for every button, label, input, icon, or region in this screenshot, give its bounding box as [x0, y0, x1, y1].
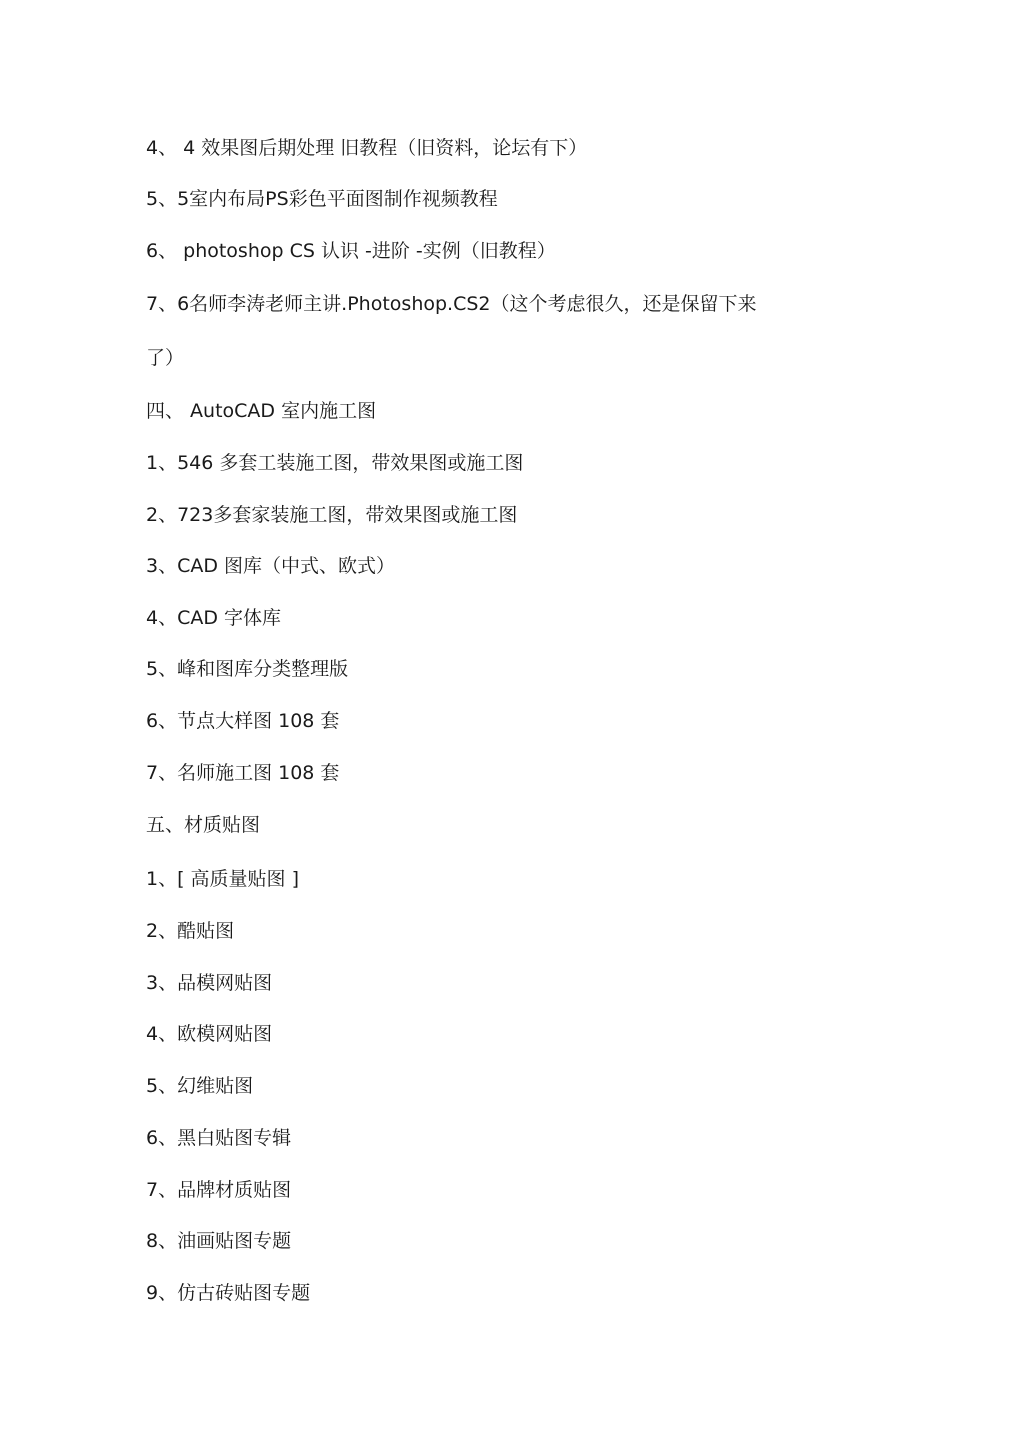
text-line: 7、名师施工图 108 套 [146, 762, 340, 784]
text-line: 1、[ 高质量贴图 ] [146, 868, 299, 890]
text-line: 5、峰和图库分类整理版 [146, 658, 349, 680]
text-line: 9、仿古砖贴图专题 [146, 1282, 311, 1304]
text-line: 7、品牌材质贴图 [146, 1179, 292, 1201]
text-line: 2、723多套家装施工图，带效果图或施工图 [146, 504, 518, 526]
text-line: 1、546 多套工装施工图，带效果图或施工图 [146, 452, 524, 474]
text-line: 6、 photoshop CS 认识 -进阶 -实例（旧教程） [146, 240, 556, 262]
text-line: 4、CAD 字体库 [146, 607, 282, 629]
text-line: 6、节点大样图 108 套 [146, 710, 340, 732]
section-heading: 四、 AutoCAD 室内施工图 [146, 400, 377, 422]
text-line: 5、幻维贴图 [146, 1075, 254, 1097]
text-line: 7、6名师李涛老师主讲.Photoshop.CS2（这个考虑很久，还是保留下来 [146, 293, 757, 315]
text-line: 4、 4 效果图后期处理 旧教程（旧资料，论坛有下） [146, 137, 588, 159]
text-line: 8、油画贴图专题 [146, 1230, 292, 1252]
text-line: 5、5室内布局PS彩色平面图制作视频教程 [146, 188, 498, 210]
text-line: 3、品模网贴图 [146, 972, 273, 994]
section-heading: 五、材质贴图 [146, 814, 261, 836]
text-line: 6、黑白贴图专辑 [146, 1127, 292, 1149]
text-line: 3、CAD 图库（中式、欧式） [146, 555, 396, 577]
text-line: 了） [146, 347, 185, 369]
text-line: 2、酷贴图 [146, 920, 235, 942]
text-line: 4、欧模网贴图 [146, 1023, 273, 1045]
